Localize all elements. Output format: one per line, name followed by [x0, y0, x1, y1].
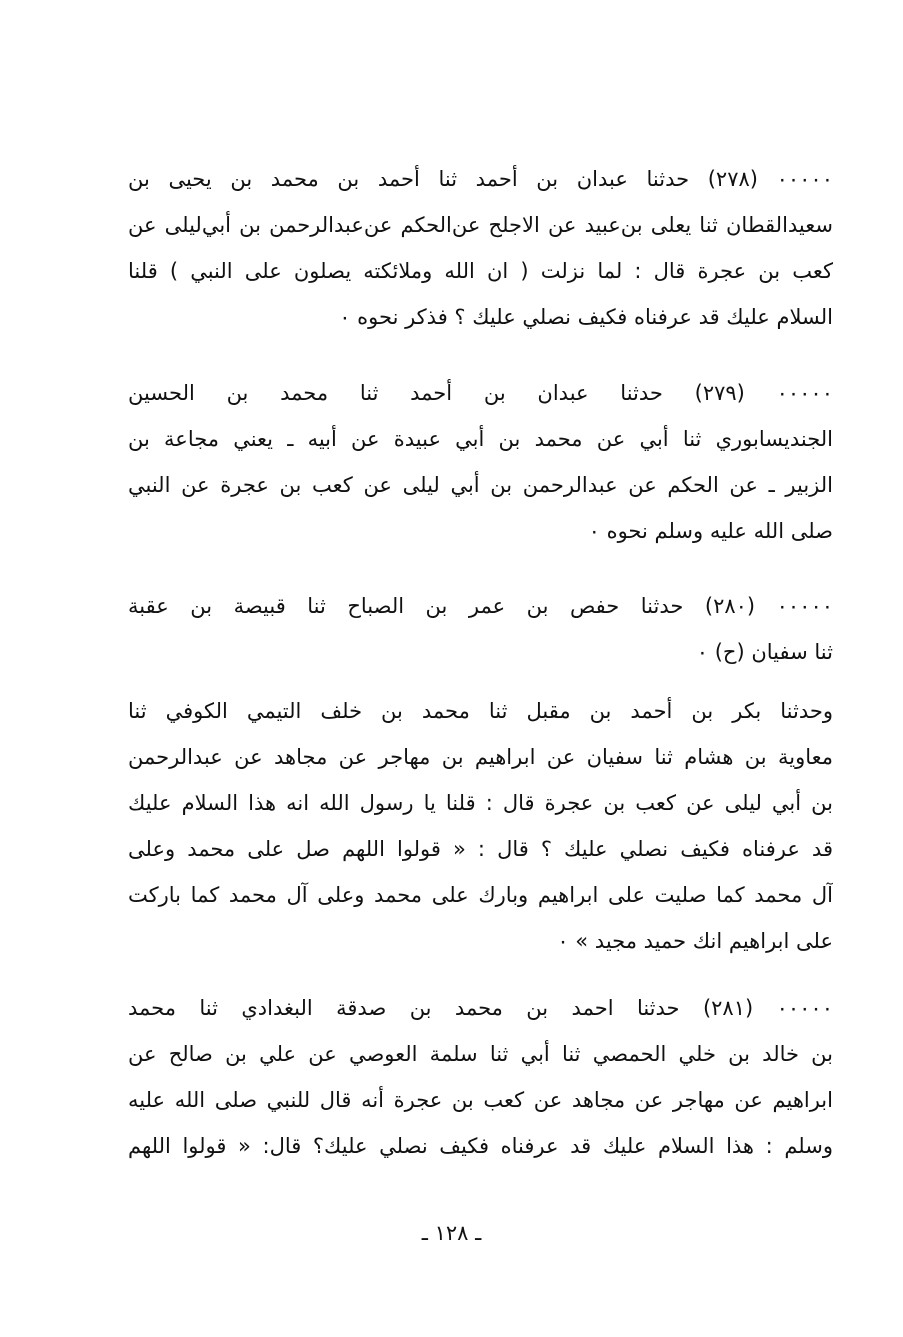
text-line: على ابراهيم انك حميد مجيد » ٠: [557, 929, 833, 953]
hadith-paragraph-278: [128, 156, 833, 340]
text-line: بن أبي ليلى عن كعب بن عجرة قال : قلنا يا رسول الله انه هذا السلام عليك: [128, 791, 833, 815]
text-line: السلام عليك قد عرفناه فكيف نصلي عليك ؟ فذكر نحوه ٠: [339, 305, 833, 329]
text-line: صلى الله عليه وسلم نحوه ٠: [588, 519, 833, 543]
hadith-paragraph-281: [128, 985, 833, 1169]
text-line: قد عرفناه فكيف نصلي عليك ؟ قال : « قولوا اللهم صل على محمد وعلى: [128, 837, 833, 861]
text-line: ٠٠٠٠٠ (٢٨١) حدثنا احمد بن محمد بن صدقة البغدادي ثنا محمد: [128, 996, 833, 1020]
text-line: الزبير ـ عن الحكم عن عبدالرحمن بن أبي ليلى عن كعب بن عجرة عن النبي: [128, 473, 833, 497]
hadith-paragraph-280: [128, 583, 833, 675]
text-line: ٠٠٠٠٠ (٢٧٩) حدثنا عبدان بن أحمد ثنا محمد بن الحسين: [128, 381, 833, 405]
text-line: آل محمد كما صليت على ابراهيم وبارك على محمد وعلى آل محمد كما باركت: [128, 883, 833, 907]
text-line: ٠٠٠٠٠ (٢٨٠) حدثنا حفص بن عمر بن الصباح ثنا قبيصة بن عقبة: [128, 594, 833, 618]
text-line: وسلم : هذا السلام عليك قد عرفناه فكيف نصلي عليك؟ قال: « قولوا اللهم: [128, 1134, 833, 1158]
text-line: ثنا سفيان (ح) ٠: [696, 640, 833, 664]
text-line: بن خالد بن خلي الحمصي ثنا أبي ثنا سلمة العوصي عن علي بن صالح عن: [128, 1042, 833, 1066]
text-line: كعب بن عجرة قال : لما نزلت ( ان الله وملائكته يصلون على النبي ) قلنا: [128, 259, 833, 283]
hadith-paragraph-280-continued: [128, 688, 833, 964]
text-line: وحدثنا بكر بن أحمد بن مقبل ثنا محمد بن خلف التيمي الكوفي ثنا: [128, 699, 833, 723]
hadith-paragraph-279: [128, 370, 833, 554]
text-line: سعيدالقطان ثنا يعلى بن‌عبيد عن الاجلح عن‌الحكم عن‌عبدالرحمن بن أبي‌ليلى عن: [128, 213, 833, 237]
text-line: ٠٠٠٠٠ (٢٧٨) حدثنا عبدان بن أحمد ثنا أحمد بن محمد بن يحيى بن: [128, 167, 833, 191]
text-line: ابراهيم عن مهاجر عن مجاهد عن كعب بن عجرة أنه قال للنبي صلى الله عليه: [128, 1088, 833, 1112]
text-line: معاوية بن هشام ثنا سفيان عن ابراهيم بن مهاجر عن مجاهد عن عبدالرحمن: [128, 745, 833, 769]
page-number: ـ ١٢٨ ـ: [421, 1221, 482, 1245]
text-line: الجنديسابوري ثنا أبي عن محمد بن أبي عبيدة عن أبيه ـ يعني مجاعة بن: [128, 427, 833, 451]
